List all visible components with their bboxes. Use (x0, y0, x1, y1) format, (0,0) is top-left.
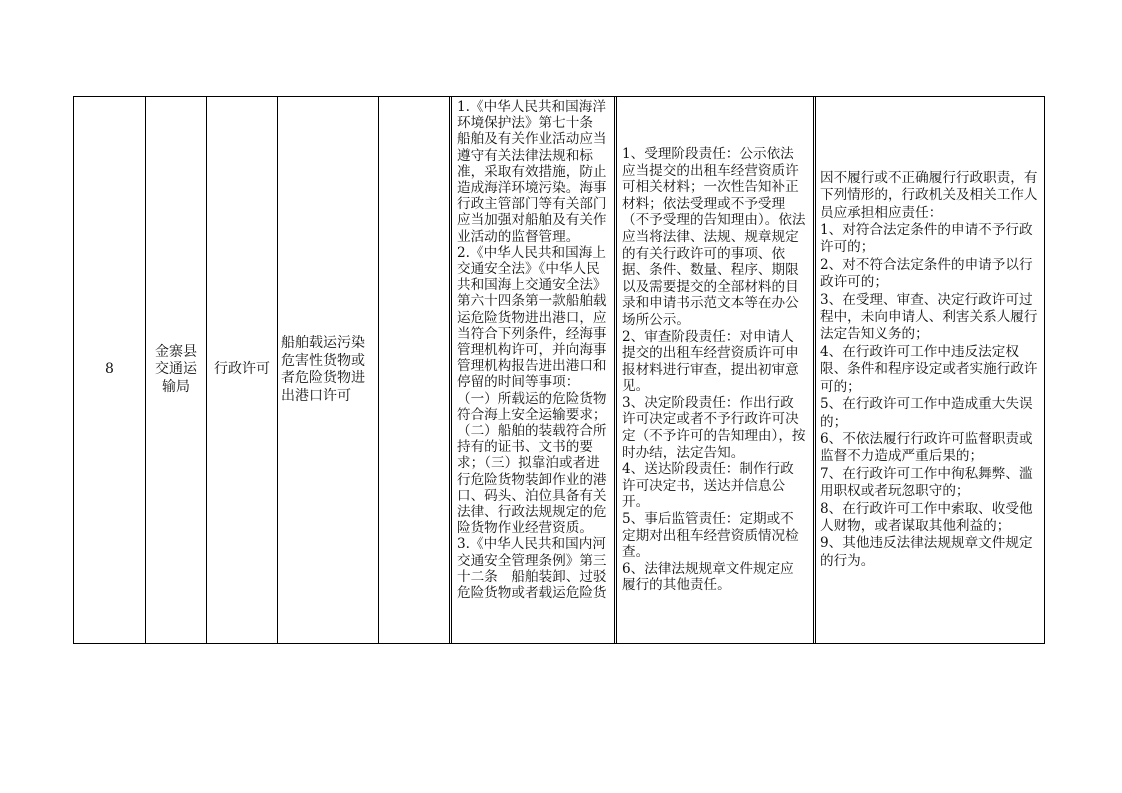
item-name-cell (278, 97, 378, 643)
responsibility-table (73, 96, 1045, 644)
category-cell (207, 97, 277, 643)
power-category: 行政许可 (214, 361, 270, 378)
row-index-cell (74, 97, 145, 643)
accountability-cell (816, 97, 1044, 643)
sub-item-cell (379, 97, 449, 643)
department-name: 金寨县 交通运 输局 (155, 343, 197, 395)
row-index: 8 (105, 361, 114, 378)
accountability-text: 因不履行或不正确履行行政职责，有下列情形的，行政机关及相关工作人员应承担相应责任： 1、对符合法定条件的申请不予行政许可的； 2、对不符合法定条件的申请予以行政许可的； 3、在受理、审查、决定行政许可过程中，未向申请人、利害关系人履行法定告知义务的； 4、在行政许可工作中违反法定权限、条件和程序设定或者实施行政许可的； 5、在行政许可工作中造成重大失误的； 6、不依法履行行政许可监督职责或监督不力造成严重后果的； 7、在行政许可工作中徇私舞弊、滥用职权或者玩忽职守的； 8、在行政许可工作中索取、收受他人财物，或者谋取其他利益的； 9、其他违反法律法规规章文件规定的行为。 (820, 169, 1038, 569)
legal-basis-text: 1.《中华人民共和国海洋环境保护法》第七十条 船舶及有关作业活动应当遵守有关法律法规和标准，采取有效措施，防止造成海洋环境污染。海事行政主管部门等有关部门应当加强对船舶及有关作业活动的监督管理。 2.《中华人民共和国海上交通安全法》《中华人民共和国海上交通安全法》第六十四条第一款船舶载运危险货物进出港口，应当符合下列条件，经海事管理机构许可，并向海事管理机构报告进出港口和停留的时间等事项： （一）所载运的危险货物符合海上安全运输要求；（二）船舶的装载符合所持有的证书、文书的要求；（三）拟靠泊或者进行危险货物装卸作业的港口、码头、泊位具备有关法律、行政法规规定的危险货物作业经营资质。 3.《中华人民共和国内河交通安全管理条例》第三十二条 船舶装卸、过驳危险货物或者载运危险货 (457, 99, 607, 602)
responsibility-cell (617, 97, 813, 643)
department-cell (146, 97, 206, 643)
item-name: 船舶载运污染危害性货物或者危险货物进出港口许可 (281, 335, 365, 404)
basis-cell (452, 97, 614, 643)
responsibility-text: 1、受理阶段责任：公示依法应当提交的出租车经营资质许可相关材料；一次性告知补正材料；依法受理或不予受理（不予受理的告知理由）。依法应当将法律、法规、规章规定的有关行政许可的事项、依据、条件、数量、程序、期限以及需要提交的全部材料的目录和申请书示范文本等在办公场所公示。 2、审查阶段责任：对申请人提交的出租车经营资质许可申报材料进行审查，提出初审意见。 3、决定阶段责任：作出行政许可决定或者不予行政许可决定（不予许可的告知理由），按时办结，法定告知。 4、送达阶段责任：制作行政许可决定书，送达并信息公开。 5、事后监管责任：定期或不定期对出租车经营资质情况检查。 6、法律法规规章文件规定应履行的其他责任。 (622, 145, 806, 594)
